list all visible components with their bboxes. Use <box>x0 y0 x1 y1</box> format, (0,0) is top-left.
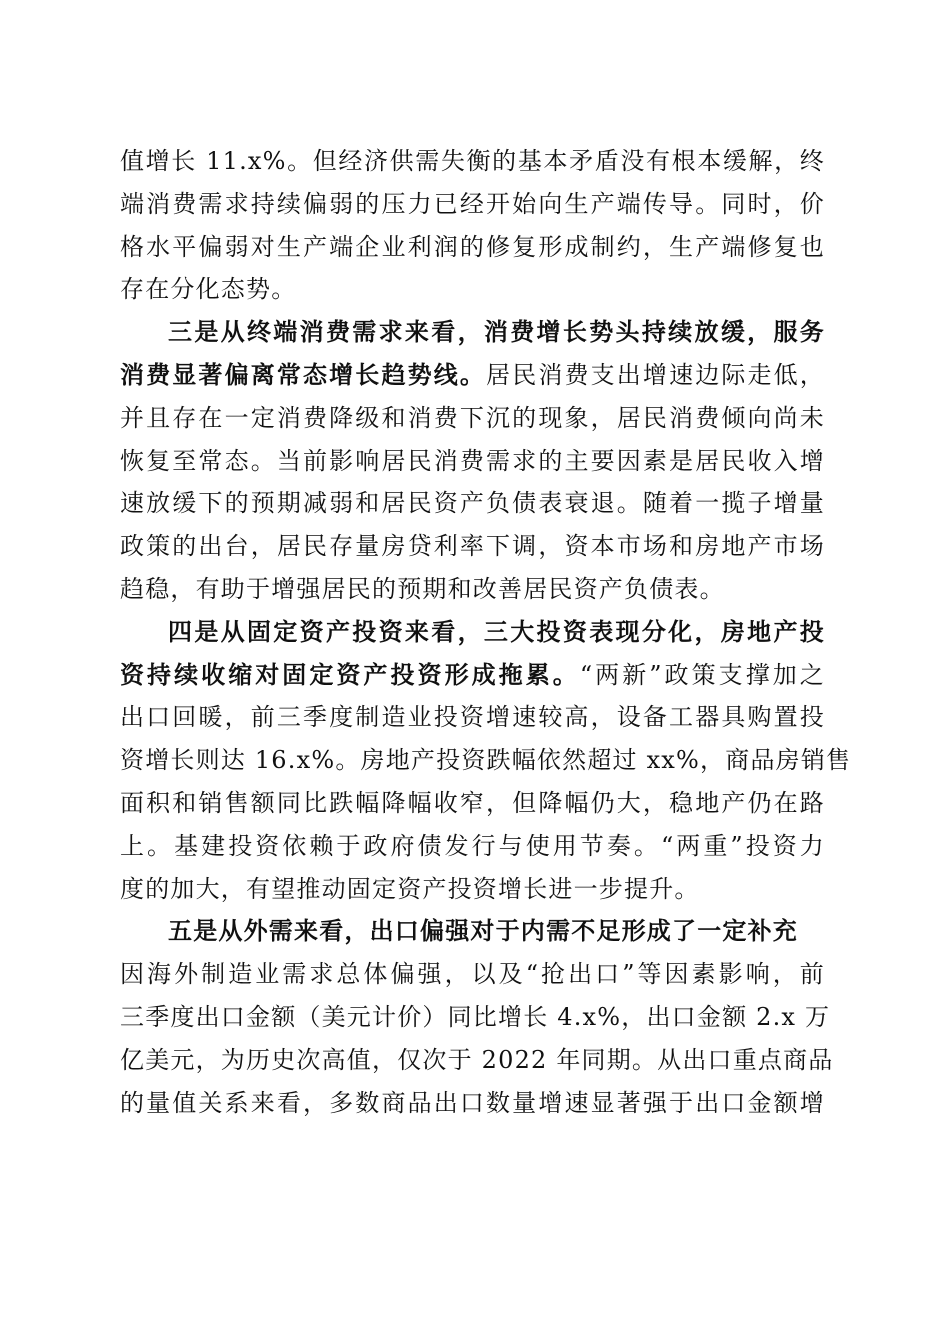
paragraph-heading-line: 四是从固定资产投资来看，三大投资表现分化，房地产投 <box>168 616 825 646</box>
text-line: 趋稳，有助于增强居民的预期和改善居民资产负债表。 <box>120 574 725 603</box>
text-line: 资增长则达 16.x%。房地产投资跌幅依然超过 xx%，商品房销售 <box>120 746 852 775</box>
text-segment: “两新”政策支撑加之 <box>579 660 825 689</box>
text-line: 上。基建投资依赖于政府债发行与使用节奏。“两重”投资力 <box>120 831 825 860</box>
text-line: 并且存在一定消费降级和消费下沉的现象，居民消费倾向尚未 <box>120 403 825 432</box>
text-segment: 居民消费支出增速边际走低， <box>486 360 825 389</box>
text-line: 亿美元，为历史次高值，仅次于 2022 年同期。从出口重点商品 <box>120 1045 834 1074</box>
text-line: 恢复至常态。当前影响居民消费需求的主要因素是居民收入增 <box>120 446 825 475</box>
document-body <box>120 140 852 1124</box>
text-line <box>120 654 825 697</box>
paragraph-2 <box>120 311 825 611</box>
text-line: 的量值关系来看，多数商品出口数量增速显著强于出口金额增 <box>120 1088 825 1117</box>
text-line: 度的加大，有望推动固定资产投资增长进一步提升。 <box>120 874 700 903</box>
text-line: 政策的出台，居民存量房贷利率下调，资本市场和房地产市场 <box>120 532 825 561</box>
paragraph-1 <box>120 140 825 311</box>
text-line: 因海外制造业需求总体偏强，以及“抢出口”等因素影响，前 <box>120 960 825 989</box>
paragraph-3 <box>120 611 852 911</box>
paragraph-4 <box>120 910 834 1124</box>
text-line <box>120 354 825 397</box>
text-line: 出口回暖，前三季度制造业投资增速较高，设备工器具购置投 <box>120 703 825 732</box>
text-line: 三季度出口金额（美元计价）同比增长 4.x%，出口金额 2.x 万 <box>120 1002 831 1031</box>
paragraph-heading-tail: 消费显著偏离常态增长趋势线。 <box>120 359 487 389</box>
text-line: 面积和销售额同比跌幅降幅收窄，但降幅仍大，稳地产仍在路 <box>120 788 825 817</box>
text-line: 速放缓下的预期减弱和居民资产负债表衰退。随着一揽子增量 <box>120 489 825 518</box>
paragraph-heading-tail: 资持续收缩对固定资产投资形成拖累。 <box>120 659 580 689</box>
paragraph-heading-line: 三是从终端消费需求来看，消费增长势头持续放缓，服务 <box>168 317 825 347</box>
text-line: 值增长 11.x%。但经济供需失衡的基本矛盾没有根本缓解，终 <box>120 147 825 175</box>
text-line: 存在分化态势。 <box>120 275 297 304</box>
text-line: 端消费需求持续偏弱的压力已经开始向生产端传导。同时，价 <box>120 189 825 218</box>
text-line: 格水平偏弱对生产端企业利润的修复形成制约，生产端修复也 <box>120 232 825 261</box>
paragraph-heading-line: 五是从外需来看，出口偏强对于内需不足形成了一定补充 <box>168 916 798 946</box>
